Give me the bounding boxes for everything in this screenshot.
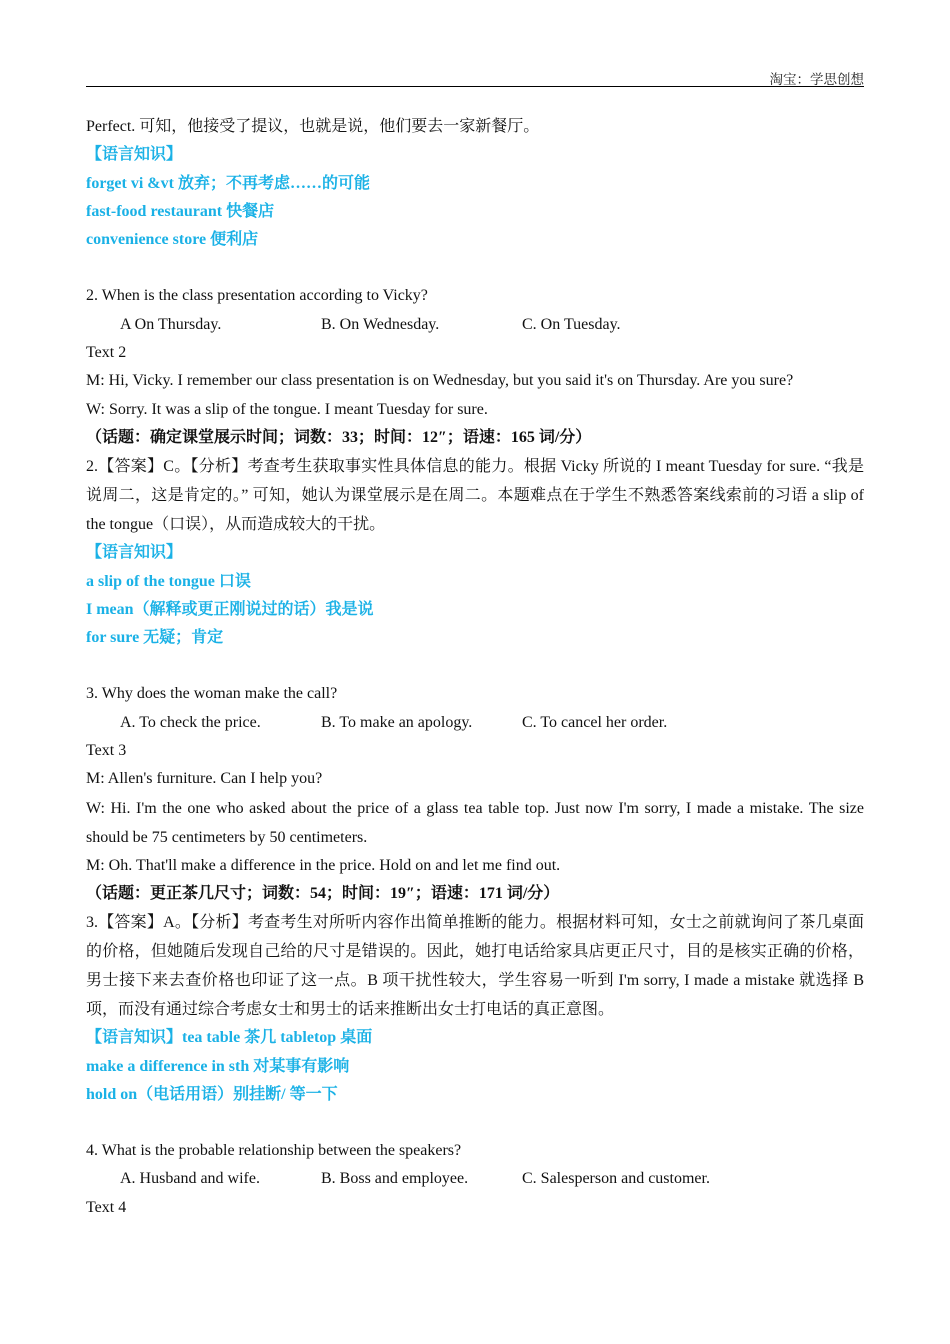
q2-kw-title: 【语言知识】: [86, 544, 183, 562]
q2-kw-item: a slip of the tongue 口误: [86, 572, 251, 590]
q2-options: [86, 311, 864, 339]
q1-kw-item: forget vi &vt 放弃；不再考虑……的可能: [86, 174, 370, 192]
q2-kw-item: for sure 无疑；肯定: [86, 629, 224, 647]
q2-option-b: B. On Wednesday.: [321, 315, 440, 333]
q2-option-c: C. On Tuesday.: [522, 315, 621, 333]
q4-option-b: B. Boss and employee.: [321, 1170, 469, 1188]
q1-kw-item: fast-food restaurant 快餐店: [86, 202, 275, 220]
q3-dialogue-line: M: Allen's furniture. Can I help you?: [86, 770, 323, 788]
q3-question: 3. Why does the woman make the call?: [86, 685, 338, 703]
q2-text-label: Text 2: [86, 344, 127, 362]
q4-text-label: Text 4: [86, 1198, 127, 1216]
q2-dialogue-line: W: Sorry. It was a slip of the tongue. I meant Tuesday for sure.: [86, 400, 488, 418]
q3-topic: （话题：更正茶几尺寸；词数：54；时间：19″；语速：171 词/分）: [86, 884, 560, 902]
q3-answer: 3.【答案】A。【分析】考查考生对所听内容作出简单推断的能力。根据材料可知，女士之前就询问了茶几桌面的价格，但她随后发现自己给的尺寸是错误的。因此，她打电话给家具店更正尺寸，目的是核实正确的价格，男士接下来去查价格也印证了这一点。B 项干扰性较大，学生容易一听到 I'm sorry, I made a mistake 就选择 B 项，而没有通过综合考虑女士和男士的话来推断出女士打电话的真正意图。: [86, 914, 864, 1019]
q3-option-b: B. To make an apology.: [321, 713, 473, 731]
q3-options: [86, 709, 864, 737]
q3-text-label: Text 3: [86, 742, 127, 760]
q4-option-a: A. Husband and wife.: [120, 1170, 260, 1188]
q2-dialogue-line: M: Hi, Vicky. I remember our class presentation is on Wednesday, but you said it's on Thursday. Are you sure?: [86, 372, 794, 390]
q1-kw-item: convenience store 便利店: [86, 231, 259, 249]
q2-question: 2. When is the class presentation according to Vicky?: [86, 287, 428, 305]
q2-topic: （话题：确定课堂展示时间；词数：33；时间：12″；语速：165 词/分）: [86, 428, 592, 446]
q2-answer: 2.【答案】C。【分析】考查考生获取事实性具体信息的能力。根据 Vicky 所说的 I meant Tuesday for sure. “我是说周二，这是肯定的。” 可知，她认为课堂展示是在周二。本题难点在于学生不熟悉答案线索前的习语 a slip of the tongue（口误），从而造成较大的干扰。: [86, 458, 864, 534]
document-body: [86, 113, 864, 1222]
spacer: [86, 652, 864, 680]
header-divider: [86, 86, 864, 87]
q3-dialogue-line: W: Hi. I'm the one who asked about the price of a glass tea table top. Just now I'm sorry, I made a mistake. The size should be 75 centimeters by 50 centimeters.: [86, 799, 864, 846]
q2-kw-item: I mean（解释或更正刚说过的话）我是说: [86, 600, 374, 618]
q3-kw-item: hold on（电话用语）别挂断/ 等一下: [86, 1085, 338, 1103]
q3-option-c: C. To cancel her order.: [522, 713, 668, 731]
q3-kw-item: make a difference in sth 对某事有影响: [86, 1057, 350, 1075]
q4-options: [86, 1165, 864, 1193]
header-brand: 淘宝：学思创想: [769, 72, 864, 87]
q3-kw-item: 【语言知识】tea table 茶几 tabletop 桌面: [86, 1029, 373, 1047]
q4-option-c: C. Salesperson and customer.: [522, 1170, 710, 1188]
q1-kw-title: 【语言知识】: [86, 146, 183, 164]
spacer: [86, 1109, 864, 1137]
q4-question: 4. What is the probable relationship between the speakers?: [86, 1142, 462, 1160]
q3-dialogue-line: M: Oh. That'll make a difference in the price. Hold on and let me find out.: [86, 856, 561, 874]
q3-option-a: A. To check the price.: [120, 713, 261, 731]
q2-option-a: A On Thursday.: [120, 315, 222, 333]
spacer: [86, 254, 864, 282]
q1-explanation: Perfect. 可知，他接受了提议，也就是说，他们要去一家新餐厅。: [86, 118, 540, 135]
